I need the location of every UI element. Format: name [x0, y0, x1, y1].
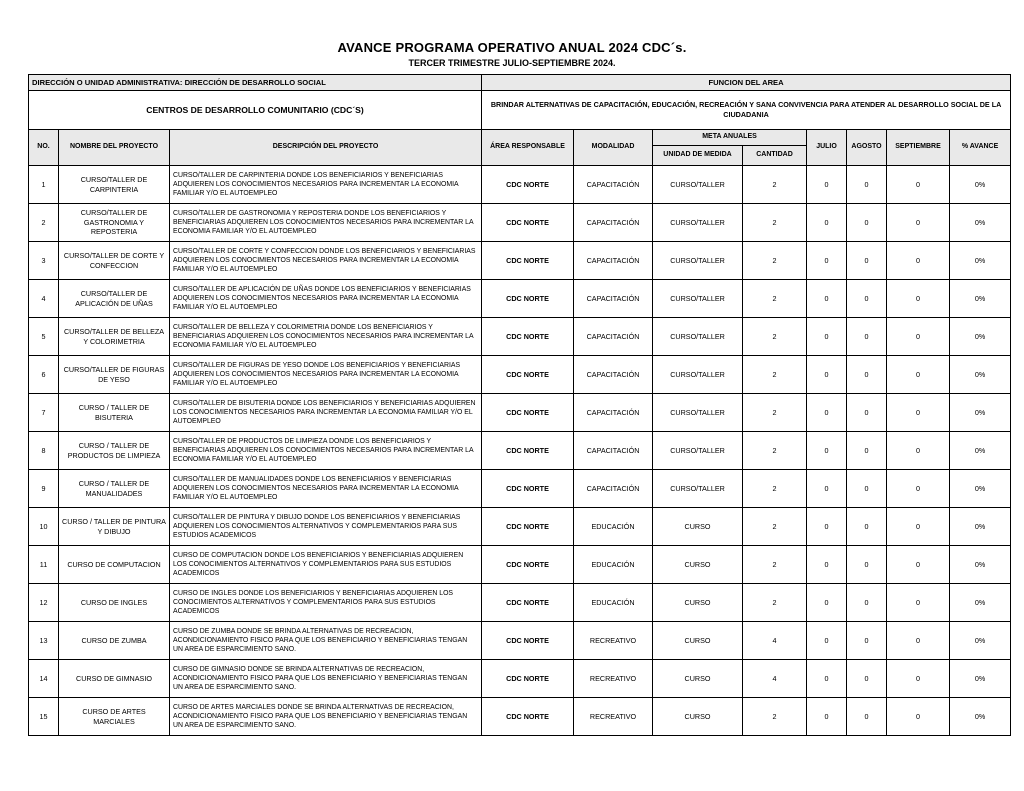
unit-of-measure-value: CURSO/TALLER: [653, 318, 743, 356]
modality-value: CAPACITACIÓN: [574, 356, 653, 394]
modality-value: EDUCACIÓN: [574, 584, 653, 622]
august-value: 0: [847, 356, 887, 394]
july-value: 0: [807, 394, 847, 432]
quantity-value: 2: [743, 508, 807, 546]
july-value: 0: [807, 166, 847, 204]
responsible-area: CDC NORTE: [482, 470, 574, 508]
table-row: [29, 546, 1011, 584]
july-value: 0: [807, 204, 847, 242]
project-description: CURSO/TALLER DE FIGURAS DE YESO DONDE LOS BENEFICIARIOS Y BENEFICIARIAS ADQUIEREN LOS CONOCIMIENTOS NECESARIOS PARA INCREMENTAR LA ECONOMIA FAMILIAR Y/O EL AUTOEMPLEO: [170, 356, 482, 394]
responsible-area: CDC NORTE: [482, 166, 574, 204]
september-value: 0: [887, 204, 950, 242]
july-value: 0: [807, 698, 847, 736]
july-value: 0: [807, 242, 847, 280]
table-body: [29, 166, 1011, 736]
progress-value: 0%: [950, 166, 1011, 204]
document-title: AVANCE PROGRAMA OPERATIVO ANUAL 2024 CDC´s.: [337, 40, 687, 55]
unit-of-measure-value: CURSO: [653, 698, 743, 736]
project-name: CURSO DE COMPUTACION: [59, 546, 170, 584]
project-name: CURSO / TALLER DE MANUALIDADES: [59, 470, 170, 508]
column-quantity: CANTIDAD: [743, 146, 807, 166]
unit-of-measure-value: CURSO/TALLER: [653, 204, 743, 242]
project-description: CURSO/TALLER DE CORTE Y CONFECCION DONDE LOS BENEFICIARIOS Y BENEFICIARIAS ADQUIEREN LOS CONOCIMIENTOS NECESARIOS PARA INCREMENTAR LA ECONOMIA FAMILIAR Y/O EL AUTOEMPLEO: [170, 242, 482, 280]
project-description: CURSO/TALLER DE APLICACIÓN DE UÑAS DONDE LOS BENEFICIARIOS Y BENEFICIARIAS ADQUIEREN LOS CONOCIMIENTOS NECESARIOS PARA INCREMENTAR LA ECONOMIA FAMILIAR Y/O EL AUTOEMPLEO: [170, 280, 482, 318]
column-no: NO.: [29, 130, 59, 166]
project-description: CURSO DE ARTES MARCIALES DONDE SE BRINDA ALTERNATIVAS DE RECREACION, ACONDICIONAMIENTO FISICO PARA QUE LOS BENEFICIARIO Y BENEFICIARIAS TENGAN UN AREA DE ESPARCIMIENTO SANO.: [170, 698, 482, 736]
unit-of-measure-value: CURSO: [653, 660, 743, 698]
quantity-value: 2: [743, 318, 807, 356]
table-row: [29, 356, 1011, 394]
column-responsible-area: ÁREA RESPONSABLE: [482, 130, 574, 166]
project-description: CURSO/TALLER DE GASTRONOMIA Y REPOSTERIA DONDE LOS BENEFICIARIOS Y BENEFICIARIAS ADQUIEREN LOS CONOCIMIENTOS NECESARIOS PARA INCREMENTAR LA ECONOMIA FAMILIAR Y/O EL AUTOEMPLEO: [170, 204, 482, 242]
july-value: 0: [807, 356, 847, 394]
quantity-value: 2: [743, 356, 807, 394]
project-name: CURSO / TALLER DE PINTURA Y DIBUJO: [59, 508, 170, 546]
progress-value: 0%: [950, 622, 1011, 660]
quantity-value: 4: [743, 660, 807, 698]
modality-value: RECREATIVO: [574, 698, 653, 736]
project-name: CURSO/TALLER DE CORTE Y CONFECCION: [59, 242, 170, 280]
july-value: 0: [807, 622, 847, 660]
quantity-value: 2: [743, 242, 807, 280]
column-annual-goals: META ANUALES: [653, 130, 807, 146]
september-value: 0: [887, 242, 950, 280]
table-row: [29, 584, 1011, 622]
unit-of-measure-value: CURSO/TALLER: [653, 166, 743, 204]
row-number: 13: [29, 622, 59, 660]
responsible-area: CDC NORTE: [482, 698, 574, 736]
quantity-value: 2: [743, 584, 807, 622]
area-function-label: FUNCION DEL AREA: [482, 75, 1011, 91]
quantity-value: 2: [743, 546, 807, 584]
table-row: [29, 622, 1011, 660]
september-value: 0: [887, 698, 950, 736]
row-number: 14: [29, 660, 59, 698]
row-number: 8: [29, 432, 59, 470]
september-value: 0: [887, 280, 950, 318]
column-august: AGOSTO: [847, 130, 887, 166]
row-number: 2: [29, 204, 59, 242]
row-number: 6: [29, 356, 59, 394]
project-name: CURSO DE ZUMBA: [59, 622, 170, 660]
project-description: CURSO/TALLER DE BISUTERIA DONDE LOS BENEFICIARIOS Y BENEFICIARIAS ADQUIEREN LOS CONOCIMIENTOS NECESARIOS PARA INCREMENTAR LA ECONOMIA FAMILIAR Y/O EL AUTOEMPLEO: [170, 394, 482, 432]
progress-value: 0%: [950, 584, 1011, 622]
august-value: 0: [847, 470, 887, 508]
september-value: 0: [887, 470, 950, 508]
responsible-area: CDC NORTE: [482, 204, 574, 242]
august-value: 0: [847, 166, 887, 204]
document-subtitle: TERCER TRIMESTRE JULIO-SEPTIEMBRE 2024.: [408, 58, 616, 68]
july-value: 0: [807, 470, 847, 508]
project-name: CURSO/TALLER DE BELLEZA Y COLORIMETRIA: [59, 318, 170, 356]
modality-value: CAPACITACIÓN: [574, 242, 653, 280]
project-name: CURSO / TALLER DE PRODUCTOS DE LIMPIEZA: [59, 432, 170, 470]
july-value: 0: [807, 546, 847, 584]
quantity-value: 2: [743, 470, 807, 508]
unit-of-measure-value: CURSO: [653, 508, 743, 546]
september-value: 0: [887, 622, 950, 660]
row-number: 15: [29, 698, 59, 736]
row-number: 10: [29, 508, 59, 546]
september-value: 0: [887, 508, 950, 546]
september-value: 0: [887, 432, 950, 470]
august-value: 0: [847, 622, 887, 660]
table-row: [29, 470, 1011, 508]
row-number: 9: [29, 470, 59, 508]
modality-value: RECREATIVO: [574, 660, 653, 698]
responsible-area: CDC NORTE: [482, 242, 574, 280]
august-value: 0: [847, 318, 887, 356]
quantity-value: 2: [743, 698, 807, 736]
august-value: 0: [847, 660, 887, 698]
july-value: 0: [807, 584, 847, 622]
unit-of-measure-value: CURSO: [653, 546, 743, 584]
modality-value: EDUCACIÓN: [574, 546, 653, 584]
responsible-area: CDC NORTE: [482, 394, 574, 432]
report-table: [28, 74, 1011, 736]
row-number: 5: [29, 318, 59, 356]
quantity-value: 4: [743, 622, 807, 660]
quantity-value: 2: [743, 204, 807, 242]
unit-of-measure-value: CURSO: [653, 622, 743, 660]
modality-value: CAPACITACIÓN: [574, 204, 653, 242]
column-header-row-top: [29, 130, 1011, 146]
modality-value: RECREATIVO: [574, 622, 653, 660]
project-description: CURSO DE INGLES DONDE LOS BENEFICIARIOS Y BENEFICIARIAS ADQUIEREN LOS CONOCIMIENTOS ALTERNATIVOS Y COMPLEMENTARIOS PARA SUS ESTUDIOS ACADEMICOS: [170, 584, 482, 622]
quantity-value: 2: [743, 432, 807, 470]
project-description: CURSO DE ZUMBA DONDE SE BRINDA ALTERNATIVAS DE RECREACION, ACONDICIONAMIENTO FISICO PARA QUE LOS BENEFICIARIO Y BENEFICIARIAS TENGAN UN AREA DE ESPARCIMIENTO SANO.: [170, 622, 482, 660]
project-description: CURSO/TALLER DE CARPINTERIA DONDE LOS BENEFICIARIOS Y BENEFICIARIAS ADQUIEREN LOS CONOCIMIENTOS NECESARIOS PARA INCREMENTAR LA ECONOMIA FAMILIAR Y/O EL AUTOEMPLEO: [170, 166, 482, 204]
project-name: CURSO DE INGLES: [59, 584, 170, 622]
july-value: 0: [807, 280, 847, 318]
august-value: 0: [847, 280, 887, 318]
responsible-area: CDC NORTE: [482, 432, 574, 470]
admin-unit-label: DIRECCIÓN O UNIDAD ADMINISTRATIVA: DIRECCIÓN DE DESARROLLO SOCIAL: [29, 75, 482, 91]
responsible-area: CDC NORTE: [482, 356, 574, 394]
september-value: 0: [887, 356, 950, 394]
row-number: 7: [29, 394, 59, 432]
progress-value: 0%: [950, 698, 1011, 736]
row-number: 12: [29, 584, 59, 622]
modality-value: CAPACITACIÓN: [574, 432, 653, 470]
table-row: [29, 508, 1011, 546]
table-row: [29, 318, 1011, 356]
july-value: 0: [807, 318, 847, 356]
september-value: 0: [887, 166, 950, 204]
september-value: 0: [887, 546, 950, 584]
table-row: [29, 660, 1011, 698]
quantity-value: 2: [743, 280, 807, 318]
centers-row: [29, 91, 1011, 130]
august-value: 0: [847, 508, 887, 546]
responsible-area: CDC NORTE: [482, 660, 574, 698]
progress-value: 0%: [950, 508, 1011, 546]
project-description: CURSO/TALLER DE PINTURA Y DIBUJO DONDE LOS BENEFICIARIOS Y BENEFICIARIAS ADQUIEREN LOS CONOCIMIENTOS ALTERNATIVOS Y COMPLEMENTARIOS PARA SUS ESTUDIOS ACADEMICOS: [170, 508, 482, 546]
column-modality: MODALIDAD: [574, 130, 653, 166]
september-value: 0: [887, 318, 950, 356]
table-row: [29, 394, 1011, 432]
table-row: [29, 698, 1011, 736]
responsible-area: CDC NORTE: [482, 508, 574, 546]
modality-value: CAPACITACIÓN: [574, 166, 653, 204]
progress-value: 0%: [950, 356, 1011, 394]
august-value: 0: [847, 242, 887, 280]
modality-value: EDUCACIÓN: [574, 508, 653, 546]
august-value: 0: [847, 584, 887, 622]
responsible-area: CDC NORTE: [482, 546, 574, 584]
modality-value: CAPACITACIÓN: [574, 470, 653, 508]
project-description: CURSO/TALLER DE BELLEZA Y COLORIMETRIA DONDE LOS BENEFICIARIOS Y BENEFICIARIAS ADQUIEREN LOS CONOCIMIENTOS NECESARIOS PARA INCREMENTAR LA ECONOMIA FAMILIAR Y/O EL AUTOEMPLEO: [170, 318, 482, 356]
progress-value: 0%: [950, 318, 1011, 356]
table-row: [29, 166, 1011, 204]
responsible-area: CDC NORTE: [482, 318, 574, 356]
row-number: 1: [29, 166, 59, 204]
unit-of-measure-value: CURSO/TALLER: [653, 470, 743, 508]
project-description: CURSO/TALLER DE MANUALIDADES DONDE LOS BENEFICIARIOS Y BENEFICIARIAS ADQUIEREN LOS CONOCIMIENTOS NECESARIOS PARA INCREMENTAR LA ECONOMIA FAMILIAR Y/O EL AUTOEMPLEO: [170, 470, 482, 508]
august-value: 0: [847, 394, 887, 432]
august-value: 0: [847, 698, 887, 736]
july-value: 0: [807, 432, 847, 470]
progress-value: 0%: [950, 394, 1011, 432]
september-value: 0: [887, 584, 950, 622]
project-name: CURSO/TALLER DE FIGURAS DE YESO: [59, 356, 170, 394]
project-description: CURSO DE COMPUTACION DONDE LOS BENEFICIARIOS Y BENEFICIARIAS ADQUIEREN LOS CONOCIMIENTOS ALTERNATIVOS Y COMPLEMENTARIOS PARA SUS ESTUDIOS ACADEMICOS: [170, 546, 482, 584]
table-row: [29, 432, 1011, 470]
progress-value: 0%: [950, 470, 1011, 508]
july-value: 0: [807, 660, 847, 698]
responsible-area: CDC NORTE: [482, 622, 574, 660]
centers-label: CENTROS DE DESARROLLO COMUNITARIO (CDC´S): [29, 91, 482, 130]
project-name: CURSO/TALLER DE GASTRONOMIA Y REPOSTERIA: [59, 204, 170, 242]
responsible-area: CDC NORTE: [482, 280, 574, 318]
area-function-text: BRINDAR ALTERNATIVAS DE CAPACITACIÓN, EDUCACIÓN, RECREACIÓN Y SANA CONVIVENCIA PARA ATENDER AL DESARROLLO SOCIAL DE LA CIUDADANIA: [482, 91, 1011, 130]
unit-of-measure-value: CURSO/TALLER: [653, 356, 743, 394]
project-name: CURSO DE GIMNASIO: [59, 660, 170, 698]
admin-unit-row: [29, 75, 1011, 91]
row-number: 4: [29, 280, 59, 318]
unit-of-measure-value: CURSO: [653, 584, 743, 622]
column-progress: % AVANCE: [950, 130, 1011, 166]
column-project-name: NOMBRE DEL PROYECTO: [59, 130, 170, 166]
september-value: 0: [887, 660, 950, 698]
august-value: 0: [847, 204, 887, 242]
august-value: 0: [847, 432, 887, 470]
table-row: [29, 242, 1011, 280]
project-description: CURSO DE GIMNASIO DONDE SE BRINDA ALTERNATIVAS DE RECREACION, ACONDICIONAMIENTO FISICO PARA QUE LOS BENEFICIARIO Y BENEFICIARIAS TENGAN UN AREA DE ESPARCIMIENTO SANO.: [170, 660, 482, 698]
table-row: [29, 204, 1011, 242]
column-project-description: DESCRIPCIÓN DEL PROYECTO: [170, 130, 482, 166]
project-name: CURSO/TALLER DE APLICACIÓN DE UÑAS: [59, 280, 170, 318]
responsible-area: CDC NORTE: [482, 584, 574, 622]
project-description: CURSO/TALLER DE PRODUCTOS DE LIMPIEZA DONDE LOS BENEFICIARIOS Y BENEFICIARIAS ADQUIEREN LOS CONOCIMIENTOS NECESARIOS PARA INCREMENTAR LA ECONOMIA FAMILIAR Y/O EL AUTOEMPLEO: [170, 432, 482, 470]
august-value: 0: [847, 546, 887, 584]
progress-value: 0%: [950, 242, 1011, 280]
september-value: 0: [887, 394, 950, 432]
modality-value: CAPACITACIÓN: [574, 280, 653, 318]
unit-of-measure-value: CURSO/TALLER: [653, 242, 743, 280]
progress-value: 0%: [950, 546, 1011, 584]
unit-of-measure-value: CURSO/TALLER: [653, 394, 743, 432]
progress-value: 0%: [950, 660, 1011, 698]
column-september: SEPTIEMBRE: [887, 130, 950, 166]
project-name: CURSO/TALLER DE CARPINTERIA: [59, 166, 170, 204]
unit-of-measure-value: CURSO/TALLER: [653, 432, 743, 470]
table-row: [29, 280, 1011, 318]
quantity-value: 2: [743, 394, 807, 432]
column-unit-of-measure: UNIDAD DE MEDIDA: [653, 146, 743, 166]
progress-value: 0%: [950, 204, 1011, 242]
progress-value: 0%: [950, 280, 1011, 318]
row-number: 3: [29, 242, 59, 280]
table-header: [29, 75, 1011, 166]
project-name: CURSO / TALLER DE BISUTERIA: [59, 394, 170, 432]
modality-value: CAPACITACIÓN: [574, 394, 653, 432]
progress-value: 0%: [950, 432, 1011, 470]
july-value: 0: [807, 508, 847, 546]
modality-value: CAPACITACIÓN: [574, 318, 653, 356]
project-name: CURSO DE ARTES MARCIALES: [59, 698, 170, 736]
column-july: JULIO: [807, 130, 847, 166]
row-number: 11: [29, 546, 59, 584]
quantity-value: 2: [743, 166, 807, 204]
unit-of-measure-value: CURSO/TALLER: [653, 280, 743, 318]
